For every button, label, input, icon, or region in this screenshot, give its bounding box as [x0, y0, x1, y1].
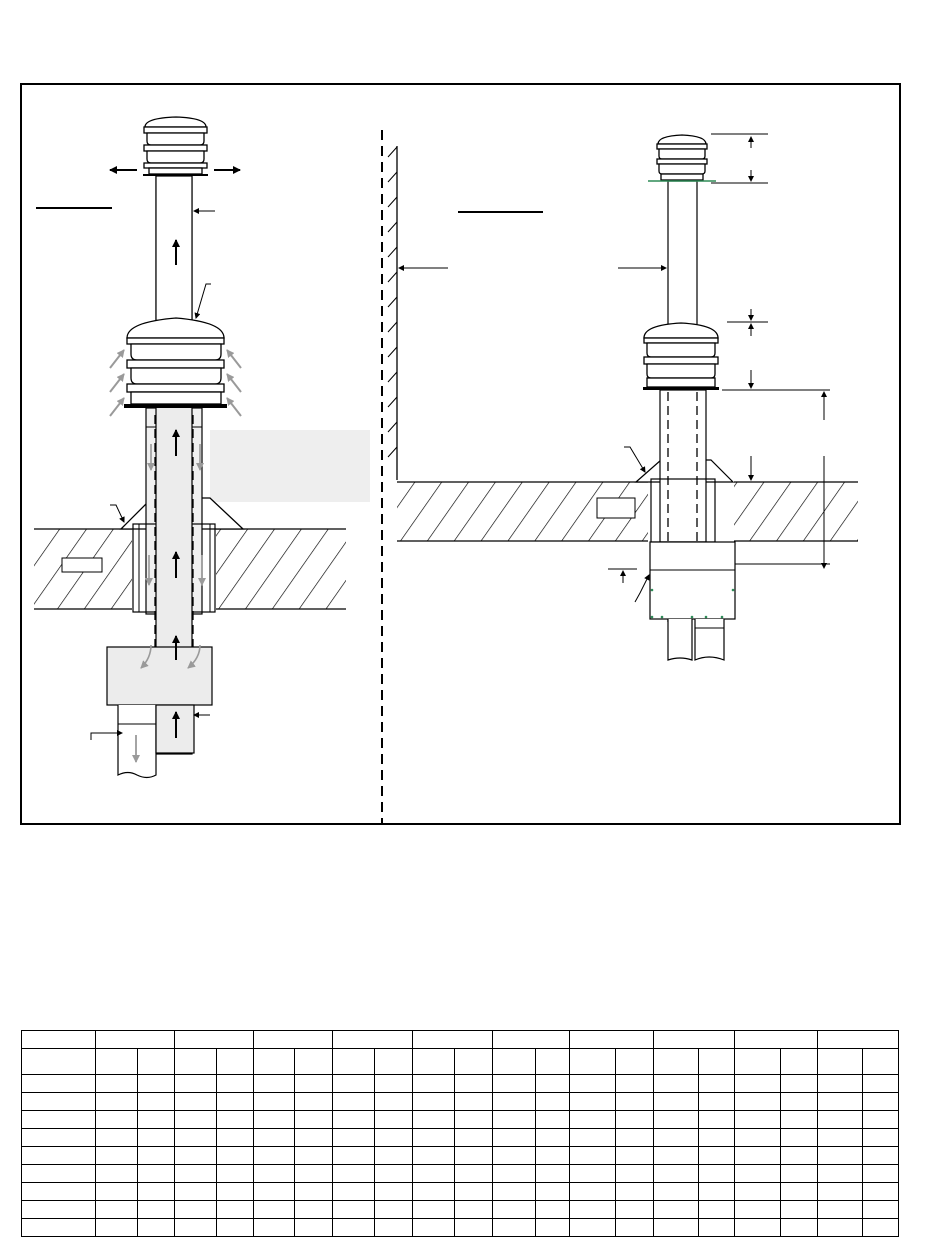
table-cell — [781, 1183, 818, 1201]
table-cell — [175, 1129, 217, 1147]
table-cell — [254, 1075, 295, 1093]
table-cell — [699, 1165, 735, 1183]
table-cell — [616, 1147, 654, 1165]
table-cell — [413, 1129, 455, 1147]
table-cell — [333, 1129, 375, 1147]
table-cell — [175, 1093, 217, 1111]
table-cell — [536, 1147, 570, 1165]
table-cell — [413, 1147, 455, 1165]
table-cell — [735, 1093, 781, 1111]
table-cell — [781, 1129, 818, 1147]
table-cell — [375, 1111, 413, 1129]
table-cell — [375, 1129, 413, 1147]
table-cell — [22, 1075, 96, 1093]
table-cell — [570, 1111, 616, 1129]
table-subheader-cell — [175, 1049, 217, 1075]
table-group-header — [333, 1031, 413, 1049]
table-cell — [175, 1183, 217, 1201]
table-cell — [699, 1129, 735, 1147]
table-cell — [570, 1165, 616, 1183]
table-cell — [654, 1111, 699, 1129]
table-cell — [217, 1075, 254, 1093]
table-cell — [217, 1219, 254, 1237]
table-cell — [863, 1111, 899, 1129]
table-cell — [254, 1111, 295, 1129]
table-cell — [818, 1129, 863, 1147]
table-corner-cell — [22, 1031, 96, 1049]
table-cell — [616, 1111, 654, 1129]
table-group-header — [818, 1031, 899, 1049]
table-cell — [863, 1093, 899, 1111]
table-cell — [413, 1165, 455, 1183]
table-cell — [493, 1147, 536, 1165]
table-subheader-cell — [22, 1049, 96, 1075]
table-cell — [654, 1147, 699, 1165]
table-cell — [96, 1111, 138, 1129]
table-cell — [570, 1147, 616, 1165]
table-group-header — [254, 1031, 333, 1049]
table-cell — [333, 1111, 375, 1129]
table-cell — [455, 1111, 493, 1129]
table-cell — [375, 1075, 413, 1093]
table-cell — [699, 1183, 735, 1201]
table-cell — [818, 1201, 863, 1219]
table-cell — [375, 1093, 413, 1111]
table-cell — [570, 1075, 616, 1093]
table-cell — [413, 1075, 455, 1093]
table-cell — [781, 1201, 818, 1219]
table-subheader-cell — [217, 1049, 254, 1075]
table-cell — [217, 1111, 254, 1129]
table-subheader-cell — [375, 1049, 413, 1075]
table-cell — [493, 1183, 536, 1201]
table-cell — [375, 1219, 413, 1237]
table-cell — [536, 1093, 570, 1111]
table-row — [22, 1147, 899, 1165]
table-row — [22, 1075, 899, 1093]
table-cell — [175, 1165, 217, 1183]
table-cell — [22, 1093, 96, 1111]
table-cell — [570, 1129, 616, 1147]
table-cell — [863, 1075, 899, 1093]
table-subheader-cell — [570, 1049, 616, 1075]
table-cell — [455, 1201, 493, 1219]
left-intake-duct — [118, 705, 156, 778]
table-cell — [22, 1219, 96, 1237]
table-cell — [863, 1201, 899, 1219]
table-subheader-cell — [863, 1049, 899, 1075]
table-cell — [616, 1129, 654, 1147]
table-cell — [217, 1201, 254, 1219]
table-cell — [333, 1093, 375, 1111]
table-group-header — [175, 1031, 254, 1049]
table-cell — [254, 1219, 295, 1237]
table-cell — [570, 1093, 616, 1111]
table-cell — [654, 1075, 699, 1093]
table-subheader-cell — [536, 1049, 570, 1075]
table-row — [22, 1201, 899, 1219]
table-cell — [735, 1129, 781, 1147]
table-cell — [570, 1183, 616, 1201]
table-cell — [138, 1183, 175, 1201]
table-cell — [175, 1147, 217, 1165]
table-subheader-cell — [333, 1049, 375, 1075]
table-cell — [217, 1129, 254, 1147]
table-header-row — [22, 1031, 899, 1049]
table-cell — [375, 1183, 413, 1201]
table-row — [22, 1093, 899, 1111]
left-appliance-adapter — [107, 647, 212, 705]
table-cell — [333, 1183, 375, 1201]
table-row — [22, 1165, 899, 1183]
table-cell — [699, 1219, 735, 1237]
right-lower-duct — [668, 619, 692, 660]
table-cell — [735, 1165, 781, 1183]
table-cell — [175, 1201, 217, 1219]
table-cell — [863, 1147, 899, 1165]
table-cell — [536, 1129, 570, 1147]
table-cell — [699, 1093, 735, 1111]
table-subheader-cell — [654, 1049, 699, 1075]
right-roof-label-box — [597, 498, 635, 518]
table-subheader-cell — [138, 1049, 175, 1075]
table-cell — [818, 1183, 863, 1201]
table-cell — [735, 1147, 781, 1165]
right-panel — [388, 134, 858, 660]
table-cell — [699, 1111, 735, 1129]
table-cell — [413, 1093, 455, 1111]
table-cell — [138, 1111, 175, 1129]
left-roof-label-box — [62, 558, 102, 572]
table-subheader-cell — [295, 1049, 333, 1075]
table-cell — [295, 1183, 333, 1201]
left-callout-box — [210, 430, 370, 502]
right-appliance-adapter — [650, 542, 735, 619]
table-cell — [699, 1075, 735, 1093]
right-outer-casing — [660, 390, 706, 542]
table-cell — [295, 1219, 333, 1237]
table-cell — [22, 1183, 96, 1201]
table-cell — [781, 1219, 818, 1237]
table-cell — [375, 1147, 413, 1165]
table-cell — [413, 1219, 455, 1237]
table-cell — [863, 1219, 899, 1237]
table-cell — [217, 1165, 254, 1183]
table-cell — [254, 1165, 295, 1183]
table-cell — [22, 1165, 96, 1183]
table-cell — [616, 1093, 654, 1111]
table-cell — [22, 1111, 96, 1129]
table-cell — [818, 1075, 863, 1093]
table-row — [22, 1111, 899, 1129]
left-exhaust-upper — [156, 176, 192, 326]
table-cell — [536, 1201, 570, 1219]
table-cell — [175, 1075, 217, 1093]
table-cell — [818, 1219, 863, 1237]
left-concentric-terminal — [124, 318, 227, 408]
table-cell — [781, 1093, 818, 1111]
table-cell — [654, 1219, 699, 1237]
table-cell — [175, 1219, 217, 1237]
table-subheader-row — [22, 1049, 899, 1075]
table-cell — [455, 1093, 493, 1111]
table-subheader-cell — [96, 1049, 138, 1075]
table-cell — [96, 1129, 138, 1147]
table-subheader-cell — [493, 1049, 536, 1075]
table-cell — [295, 1147, 333, 1165]
table-group-header — [570, 1031, 654, 1049]
right-side-wall — [388, 146, 397, 480]
table-cell — [455, 1183, 493, 1201]
right-lower-duct-2 — [695, 619, 724, 660]
table-cell — [138, 1075, 175, 1093]
table-cell — [138, 1219, 175, 1237]
table-subheader-cell — [254, 1049, 295, 1075]
table-cell — [493, 1165, 536, 1183]
table-cell — [818, 1111, 863, 1129]
table-cell — [413, 1201, 455, 1219]
table-cell — [254, 1129, 295, 1147]
right-exhaust-cap — [648, 135, 716, 181]
table-cell — [654, 1165, 699, 1183]
table-cell — [455, 1129, 493, 1147]
table-cell — [570, 1201, 616, 1219]
left-panel — [34, 117, 370, 778]
table-cell — [22, 1147, 96, 1165]
table-cell — [333, 1165, 375, 1183]
table-cell — [616, 1183, 654, 1201]
table-cell — [295, 1201, 333, 1219]
table-cell — [699, 1201, 735, 1219]
table-cell — [536, 1165, 570, 1183]
table-cell — [96, 1201, 138, 1219]
table-cell — [138, 1147, 175, 1165]
table-cell — [536, 1111, 570, 1129]
table-cell — [616, 1219, 654, 1237]
table-cell — [536, 1219, 570, 1237]
right-leader-lines — [399, 268, 666, 602]
table-cell — [863, 1129, 899, 1147]
table-cell — [455, 1147, 493, 1165]
right-concentric-terminal — [643, 323, 719, 390]
table-cell — [735, 1111, 781, 1129]
table-cell — [254, 1183, 295, 1201]
table-cell — [654, 1183, 699, 1201]
table-subheader-cell — [699, 1049, 735, 1075]
table-cell — [96, 1183, 138, 1201]
table-row — [22, 1219, 899, 1237]
table-subheader-cell — [455, 1049, 493, 1075]
table-cell — [455, 1219, 493, 1237]
table-subheader-cell — [735, 1049, 781, 1075]
table-cell — [536, 1183, 570, 1201]
table-cell — [295, 1129, 333, 1147]
table-cell — [333, 1075, 375, 1093]
table-cell — [818, 1093, 863, 1111]
table-cell — [138, 1165, 175, 1183]
table-cell — [333, 1201, 375, 1219]
table-cell — [654, 1129, 699, 1147]
table-cell — [735, 1183, 781, 1201]
table-cell — [654, 1093, 699, 1111]
table-cell — [175, 1111, 217, 1129]
table-cell — [863, 1183, 899, 1201]
table-cell — [818, 1147, 863, 1165]
table-cell — [217, 1183, 254, 1201]
table-cell — [217, 1147, 254, 1165]
table-cell — [493, 1201, 536, 1219]
table-cell — [138, 1093, 175, 1111]
table-cell — [455, 1165, 493, 1183]
table-cell — [781, 1111, 818, 1129]
table-cell — [96, 1147, 138, 1165]
table-group-header — [96, 1031, 175, 1049]
table-cell — [570, 1219, 616, 1237]
table-cell — [413, 1111, 455, 1129]
table-cell — [493, 1093, 536, 1111]
table-subheader-cell — [413, 1049, 455, 1075]
table-cell — [295, 1075, 333, 1093]
table-cell — [818, 1165, 863, 1183]
table-cell — [654, 1201, 699, 1219]
table-cell — [863, 1165, 899, 1183]
table-group-header — [493, 1031, 570, 1049]
table-cell — [781, 1165, 818, 1183]
table-cell — [536, 1075, 570, 1093]
table-cell — [375, 1201, 413, 1219]
table-cell — [96, 1165, 138, 1183]
table-cell — [254, 1093, 295, 1111]
table-cell — [493, 1219, 536, 1237]
table-cell — [333, 1219, 375, 1237]
table-cell — [254, 1147, 295, 1165]
table-cell — [413, 1183, 455, 1201]
table-cell — [699, 1147, 735, 1165]
table-group-header — [654, 1031, 735, 1049]
table-subheader-cell — [818, 1049, 863, 1075]
table-group-header — [735, 1031, 818, 1049]
right-exhaust-pipe — [668, 181, 697, 329]
table-cell — [735, 1219, 781, 1237]
table-cell — [616, 1165, 654, 1183]
table-cell — [616, 1075, 654, 1093]
left-exhaust-cap — [143, 117, 208, 175]
table-row — [22, 1129, 899, 1147]
table-row — [22, 1183, 899, 1201]
table-cell — [493, 1111, 536, 1129]
table-cell — [735, 1201, 781, 1219]
table-cell — [254, 1201, 295, 1219]
table-cell — [22, 1201, 96, 1219]
table-cell — [781, 1075, 818, 1093]
table-cell — [333, 1147, 375, 1165]
table-subheader-cell — [616, 1049, 654, 1075]
table-cell — [217, 1093, 254, 1111]
table-cell — [493, 1075, 536, 1093]
table-cell — [295, 1165, 333, 1183]
table-cell — [493, 1129, 536, 1147]
table-cell — [138, 1129, 175, 1147]
table-cell — [375, 1165, 413, 1183]
table-cell — [96, 1219, 138, 1237]
venting-spec-table — [21, 1030, 899, 1237]
table-cell — [138, 1201, 175, 1219]
table-cell — [616, 1201, 654, 1219]
table-cell — [781, 1147, 818, 1165]
table-cell — [96, 1075, 138, 1093]
table-cell — [295, 1111, 333, 1129]
table-subheader-cell — [781, 1049, 818, 1075]
table-cell — [735, 1075, 781, 1093]
table-cell — [96, 1093, 138, 1111]
table-cell — [22, 1129, 96, 1147]
table-cell — [455, 1075, 493, 1093]
table-cell — [295, 1093, 333, 1111]
table-group-header — [413, 1031, 493, 1049]
